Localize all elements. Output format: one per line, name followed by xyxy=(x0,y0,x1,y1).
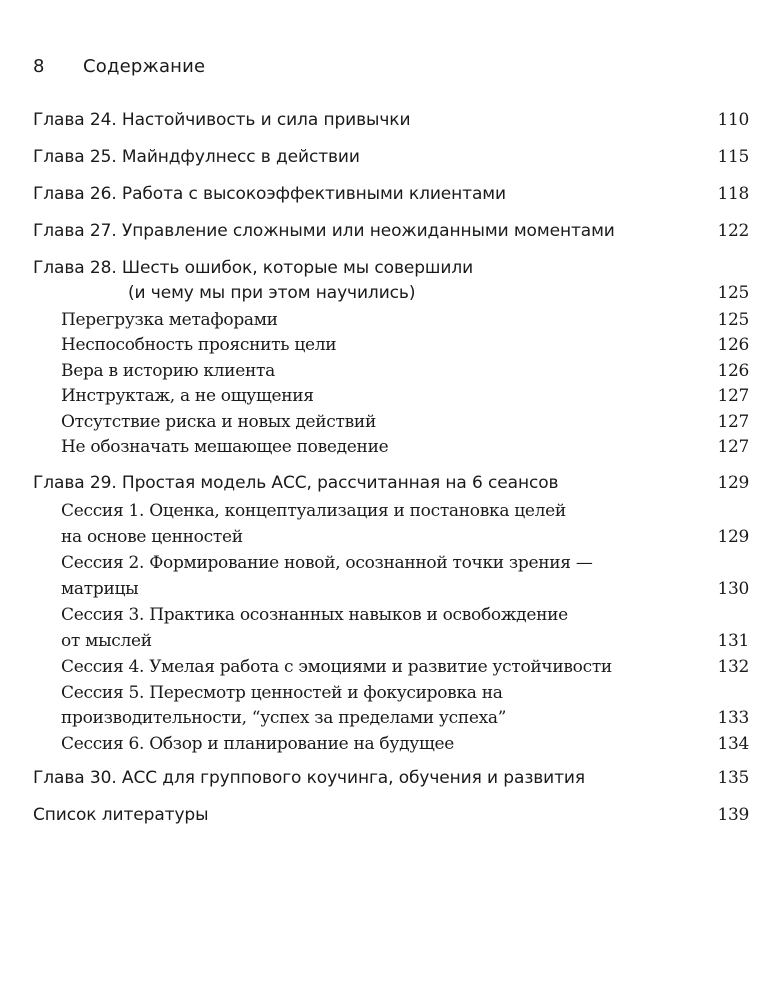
running-head xyxy=(33,56,205,77)
toc-subentry-page: 126 xyxy=(717,335,749,355)
toc-subentry-page: 133 xyxy=(717,708,749,728)
toc-subentry-page: 129 xyxy=(717,527,749,547)
toc-subentry-title: Сессия 6. Обзор и планирование на будущее xyxy=(61,734,454,754)
toc-subentry-title: Сессия 3. Практика осознанных навыков и освобождение xyxy=(61,605,568,625)
toc-subentry-page: 125 xyxy=(717,310,749,330)
toc-subentry-title: Сессия 5. Пересмотр ценностей и фокусировка на xyxy=(61,683,503,703)
toc-entry-page: 115 xyxy=(717,147,749,167)
toc-subentry-page: 131 xyxy=(717,631,749,651)
toc-subentry-title-continued: производительности, “успех за пределами успеха” xyxy=(61,708,507,728)
toc-subentry-title: Отсутствие риска и новых действий xyxy=(61,412,376,432)
toc-subentry-page: 134 xyxy=(717,734,749,754)
toc-subentry-page: 127 xyxy=(717,437,749,457)
toc-subentry-title: Сессия 2. Формирование новой, осознанной точки зрения — xyxy=(61,553,593,573)
toc-entry-title: Глава 26. Работа с высокоэффективными клиентами xyxy=(33,184,506,204)
page-number: 8 xyxy=(33,56,45,77)
toc-subentry-page: 126 xyxy=(717,361,749,381)
toc-subentry-page: 130 xyxy=(717,579,749,599)
toc-entry-page: 139 xyxy=(717,805,749,825)
toc-entry-title: Глава 29. Простая модель АСС, рассчитанная на 6 сеансов xyxy=(33,473,559,493)
toc-entry-title: Глава 27. Управление сложными или неожиданными моментами xyxy=(33,221,615,241)
toc-subentry-title: Неспособность прояснить цели xyxy=(61,335,337,355)
toc-entry-title: Глава 25. Майндфулнесс в действии xyxy=(33,147,360,167)
toc-entry-page: 135 xyxy=(717,768,749,788)
toc-entry-page: 122 xyxy=(717,221,749,241)
toc-entry-page: 118 xyxy=(717,184,749,204)
toc-subentry-page: 127 xyxy=(717,412,749,432)
toc-subentry-title: Не обозначать мешающее поведение xyxy=(61,437,389,457)
toc-subentry-title: Сессия 1. Оценка, концептуализация и постановка целей xyxy=(61,501,566,521)
toc-subentry-title: Сессия 4. Умелая работа с эмоциями и развитие устойчивости xyxy=(61,657,612,677)
toc-entry-title: Глава 28. Шесть ошибок, которые мы совершили xyxy=(33,258,474,278)
toc-subentry-title: Вера в историю клиента xyxy=(61,361,275,381)
toc-subentry-title-continued: на основе ценностей xyxy=(61,527,243,547)
toc-entry-page: 110 xyxy=(717,110,749,130)
toc-entry-page: 129 xyxy=(717,473,749,493)
toc-entry-title: Глава 24. Настойчивость и сила привычки xyxy=(33,110,411,130)
toc-entry-title: Список литературы xyxy=(33,805,209,825)
toc-entry-title: Глава 30. АСС для группового коучинга, обучения и развития xyxy=(33,768,586,788)
toc-subentry-title: Перегрузка метафорами xyxy=(61,310,278,330)
toc-subentry-page: 127 xyxy=(717,386,749,406)
toc-entry-page: 125 xyxy=(717,283,749,303)
toc-subentry-title: Инструктаж, а не ощущения xyxy=(61,386,314,406)
section-title: Содержание xyxy=(83,56,206,77)
toc-subentry-page: 132 xyxy=(717,657,749,677)
toc-entry-title-continued: (и чему мы при этом научились) xyxy=(128,283,416,303)
toc-subentry-title-continued: матрицы xyxy=(61,579,139,599)
toc-subentry-title-continued: от мыслей xyxy=(61,631,152,651)
